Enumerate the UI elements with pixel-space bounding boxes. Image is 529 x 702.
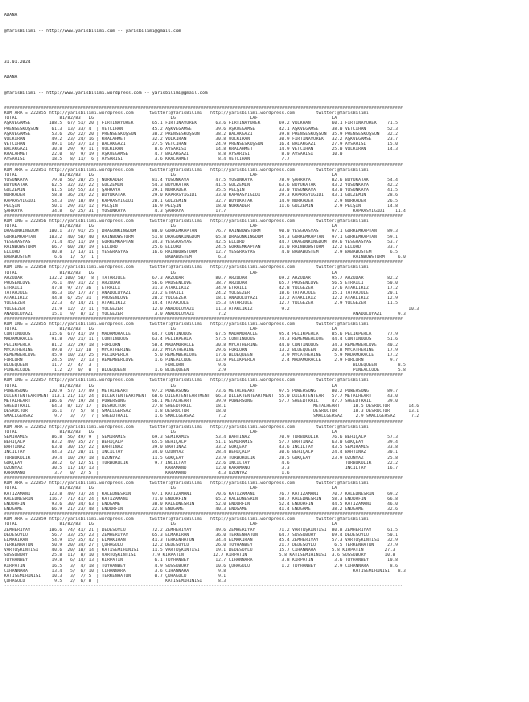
horse-stat-row: MYCATHERINE 49.0 7/ 12/ 10 | MYCATHERINE 33.2 MYCATHERINE 29.6 FORLORN 13.2 BLUEQUEEN 20.8 MYCATHERINE 17.9 <box>4 347 398 353</box>
horse-stat-row: CONTINUOUS 115.6 67/ 41/ 19 | MADAMORACLE 64.7 CONTINUOUS 67.5 MADAMORACLE 95.4 PELİKPERLA 85.6 PELİKPERLA 77.9 <box>4 332 398 338</box>
horse-stat-row: SMALLGERSAZ 9.7 3/ 7/ 7 | SHEEDTRAIL 1.6 SMALLGERSAZ 7.2 SMALLGERSAZ 2.9 SMALLGERSAZ 7.2 <box>4 414 420 420</box>
horse-stat-row: TATARJULE 46.3 16/ 17/ 37 | ANADOLUYAZI 23.2 ETRAILİ 24.2 YOLGEZER 18.6 TATARJULE 15.1 TATARJULE 20.1 <box>4 291 398 297</box>
horse-stat-row: ATAKLIKIZ 44.8 6/ 25/ 31 | PROSENLOVE 20.2 YOLGEZER 18.1 ANADOLUYAZI 13.2 ATAKLIKIZ 12.2 ATAKLIKIZ 12.9 <box>4 296 398 302</box>
horse-stat-row: KAPRASYİĞİDİ 54.3 19/ 18/ 49 | KAPRASYİĞİDİ 28.1 GÜLZEMİN 32.7 BÜYÜKATAK 14.9 NURKADER 2.9 NURKADER 26.5 <box>4 198 398 204</box>
horse-stat-row: DESRUCTOR 16.1 7/ 5/ 8 | SMALLGERSAZ 1.8 DESRUCTOR 18.0 DESRUCTOR 18.3 DESRUCTOR 13.1 <box>4 409 420 415</box>
horse-stat-row: KARAMANO 3.7 0/ 2/ 5 | KARAMANO 4.3 UZUNYAZ 1.6 <box>4 471 290 477</box>
horse-stat-row: NURKADER 58.8 36/ 24/ 22 | BÜYÜKATAK 29.0 KAPRASYİĞİDİ 33.0 KAPRASYİĞİDİ 29.3 KAPRASYİĞİDİ 43.1 GÜLZEMİN 28.6 <box>4 193 398 199</box>
column-header-line: TOTAL 81/82/83 LG LG LAF LA <box>4 270 338 276</box>
horse-stat-row: FORLORN 24.5 19/ 2/ 13 | REMEMBERLOVE 1.6 PINEALCODE 13.9 PELİKPERLA 2.4 MADAMORACLE 2.9 FORLORN 9.7 <box>4 357 398 363</box>
horse-stat-row: ELMAKIRAN 54.9 15/ 35/ 42 | ELMAKIRAN 41.3 TERKENHATUN 34.4 ELMAKIRAN 45.4 ZEMHERİYAY 57.3 VARTOŞKİNTİSİ 32.9 <box>4 537 398 543</box>
horse-stat-row: PINEALCODE 1.2 2/ 0/ 0 | BLUEQUEEN 1.6 BLUEQUEEN 2.9 PINEALCODE 5.8 <box>4 368 406 374</box>
blank-line <box>4 44 529 49</box>
race-header-line: KUM ARA = 222859 http://yarisbilimi.wordpress.com twitter:@YarisBilimi http://yarisbilimi.wordpress.com twitter:@YarisBilimi <box>4 517 369 523</box>
section-separator: -------------------------------------------------------------------------------------------------------------------------------------------------------- <box>4 584 403 590</box>
header-contact: @YarisBilimi -- http://www.yarisbilimi.com -- yarisbilimi@gmail.com <box>4 28 182 34</box>
horse-stat-row: SEMİRAMİS 86.8 56/ 49/ 9 | SEMİRAMİS 69.3 SEMİRAMİS 53.4 BAHTİNAZ 70.9 TURBOKOLİK 76.6 BEHİÇALP 57.3 <box>4 435 398 441</box>
column-header-line: TOTAL 81/82/83 LG LG LAF LA <box>4 486 338 492</box>
horse-stat-row: BÜYÜKATAK 62.5 32/ 32/ 22 | GÜLZEMİN 54.3 BÜYÜKATAK 41.5 GÜLZEMİN 63.6 BÜYÜKATAK 43.2 YOSUNKAYA 42.2 <box>4 183 398 189</box>
horse-stat-row: BEHİÇALP 83.2 49/ 35/ 27 | BEHİÇALP 65.5 BEHİÇALP 51.1 SEMİRAMİS 57.7 BAHTİNAZ 63.0 GÖKÇEAY 39.4 <box>4 440 398 446</box>
section-separator: ######################################################################################################################################################## <box>4 316 403 322</box>
report-body <box>4 106 529 589</box>
horse-stat-row: UZUNYAZ 30.5 11/ 14/ 13 | KARAMANO 12.0 KARAMANO 3.3 İNCİLTAY 16.7 <box>4 465 398 471</box>
horse-stat-row: TOYHANBEY 19.8 6/ 14/ 13 | KIRPATİN 6.1 TOYHANBEY 12.7 CİHANNARA 3.8 KIRPATİN 3.6 TOYHANBEY 10.8 <box>4 558 398 564</box>
horse-stat-row: VARTOŞKİNTİSİ 40.6 20/ 10/ 14 | KATISEMİHİNİSİ 11.5 VARTOŞKİNTİSİ 19.1 DEDESOYLU 15.7 CİHANNARA 5.8 KIRPATİN 27.3 <box>4 548 396 554</box>
horse-stat-row: MADAMORACLE 91.8 70/ 21/ 11 | CONTINUOUS 63.4 PELİKPERLA 57.5 CONTINUOUS 74.3 REMEMBERLOVE 44.4 CONTINUOUS 51.6 <box>4 337 398 343</box>
race-header-line: KUM ING = 222855 http://yarisbilimi.wordpress.com twitter:@YarisBilimi http://yarisbilimi.wordpress.com twitter:@YarisBilimi <box>4 321 369 327</box>
horse-stat-row: DRAGONKINGDOM 100.1 37/ 91/ 25 | DRAGONKINGDOM 80.0 GÖRKEMKAPTAN 76.7 RAINBOWSTORM 90.0 YESGRASYAS 97.1 GÖRKEMKAPTAN 89.3 <box>4 229 398 235</box>
horse-stat-row: KALEDNESRİN 116.7 71/ 41/ 24 | KATIZAMANI 71.0 ENDORFİN 65.2 KALEDNESRİN 58.7 KALEDNESRİN 58.3 ENDORFİN 66.8 <box>4 496 398 502</box>
horse-stat-row: İNCİLTAY 44.3 21/ 20/ 11 | İNCİLTAY 34.0 UZUNYAZ 28.4 BEHİÇALP 30.6 BEHİÇALP 24.4 BAHTİNAZ 30.1 <box>4 450 398 456</box>
horse-stat-row: PELİKPERLA 81.2 32/ 29/ 18 | FORLORN 58.4 MADAMORACLE 30.8 MYCATHERINE 44.0 CONTINUOUS 34.3 REMEMBERLOVE 40.2 <box>4 342 398 348</box>
horse-stat-row: SHEEDTRAIL 64.3 8/ 12/ 17 | DESRUCTOR 27.8 SHEEDTRAIL 18.1 METALHEART 18.5 DESRUCTOR 14.6 <box>4 404 420 410</box>
section-separator: ######################################################################################################################################################## <box>4 106 403 112</box>
horse-stat-row: ÇUHAGÜLÜ 9.5 2/ 6/ 8 | KATISEMİHİNİSİ 8.3 <box>4 578 227 584</box>
horse-stat-row: POWERSONG 120.9 57/ 17/ 49 | METALHEART 97.2 POWERSONG 73.6 METALHEART 97.5 POWERSONG 80.2 POWERSONG 89.7 <box>4 388 398 394</box>
horse-stat-row: AŞKVEGAMSE 53.6 26/ 22/ 20 | PRENSESKOŞSUN 38.2 PRENSESKOŞSUN 38.2 BALAKGAZİ 39.8 PRENSESKOŞSUN 35.9 PRENSESKOŞSUN 32.2 <box>4 131 398 137</box>
section-separator: ######################################################################################################################################################## <box>4 260 403 266</box>
column-header-line: TOTAL 81/82/83 LG LG LAF LA <box>4 116 338 122</box>
column-header-line: TOTAL 81/82/83 LG LG LAF LA <box>4 522 338 528</box>
section-separator: ######################################################################################################################################################## <box>4 476 403 482</box>
horse-stat-row: ŞAHRAYA 34.8 6/ 25/ 31 | YOSUNKAYA 4.3 ŞAHRAYA 17.7 KAPRASYİĞİDİ 11.4 <box>4 208 406 214</box>
horse-stat-row: KRALAHMET 22.0 8/ 9/ 19 | AŞKVEGAMSE 4.7 BALAKGAZİ 8.8 AYSARISI 8.0 AYSARISI 10.0 <box>4 152 343 158</box>
horse-stat-row: GÖKÇEAY 38.2 6/ 12/ 51 | TURBOKOLİK 9.7 İNCİLTAY 22.6 İNCİLTAY 4.6 TURBOKOLİK 22.2 <box>4 460 398 466</box>
column-header-line: TOTAL 81/82/83 LG LG LAF LA <box>4 172 338 178</box>
horse-stat-row: DILEKTENTEARTMENT 113.1 21/ 11/ 24 | DILEKTENTEARTMENT 68.6 DILEKTENTEARTMENT 66.3 DILEKTENTEARTMENT 55.0 DILEKTENTEAR 57.7 METALHEART 43.0 <box>4 393 398 399</box>
horse-stat-row: YOLGEZER 21.9 12/ 2/ 11 | YOLGEZER 12.0 ANADOLUYAZI 11.3 ATAKLIKIZ 9.2 10.3 <box>4 306 420 312</box>
horse-stat-row: PRENSESKOŞSUN 61.3 13/ 33/ 4 | VETCİHAN 45.2 AŞKVEGAMSE 39.6 AŞKVEGAMSE 42.1 AŞKVEGAMSE 38.0 VETCİHAN 52.3 <box>4 126 398 132</box>
column-header-line: TOTAL 81/82/83 LG LG LAF LA <box>4 383 338 389</box>
horse-stat-row: ANADOLUYAZI 15.1 9/ 8/ 12 | YOLGEZER 3.0 ANADOLUYAZI 7.2 ANADOLUYAZI 9.3 <box>4 311 406 317</box>
horse-stat-row: ZEMHERİYAY 106.6 74/ 41/ 21 | DEDESOYLU 72.2 ZEMHERİYAY 49.6 ZEMHERİYAY 71.2 VARTOŞKİNTİSİ 80.8 ZEMHERİYAY 61.5 <box>4 527 398 533</box>
section-separator: ######################################################################################################################################################## <box>4 213 403 219</box>
header-city-2: ADANA <box>4 75 18 81</box>
horse-stat-row: KATIZAMANI 123.8 49/ 73/ 24 | KALEDNESRİN 97.1 KATIZAMANI 70.6 KATIZAMANI 76.7 KATIZAMANI 70.7 KALEDNESRİN 69.2 <box>4 491 398 497</box>
horse-stat-row: TERKENHATUN 50.9 20/ 34/ 27 | ÇUHAGÜLÜ 12.2 DEDESOYLU 26.0 TOYHANBEY 21.7 DEDESOYLU 6.5 TERKENHATUN 27.9 <box>4 542 398 548</box>
column-header-line: TOTAL 81/82/83 LG LG LAF LA <box>4 224 338 230</box>
horse-stat-row: BALAKGAZİ 30.8 29/ 9/ 11 | VOLKIRAN 8.6 AYSARISI 14.8 KRALAHMET 14.9 VETCİHAN 25.0 VOLKIRAN 14.3 <box>4 147 398 153</box>
column-header-line: TOTAL 81/82/83 LG LG LAF LA <box>4 327 338 333</box>
horse-stat-row: KIRPATİN 16.5 3/ 4/ 18 | TOYHANBEY 4.9 SUSSUBURY 10.6 ÇUHAGÜLÜ 1.2 TOYHANBEY 2.9 CİHANNARA 8.6 <box>4 563 398 569</box>
horse-stat-row: BABABÜSTEM 6.6 1/ 5/ 1 | BABABÜSTEM 6.3 RAINBOWSTORM 6.0 <box>4 255 406 261</box>
race-header-line: KUM ARA = 222857 http://yarisbilimi.wordpress.com twitter:@YarisBilimi http://yarisbilimi.wordpress.com twitter:@YarisBilimi <box>4 481 369 487</box>
horse-stat-row: ENDGAME 66.9 21/ 23/ 48 | ENDORFİN 22.8 ENDGAME 40.3 ENDGAME 41.4 ENDGAME 38.2 ENDGAME 32.6 <box>4 507 398 512</box>
section-separator: ######################################################################################################################################################## <box>4 162 403 168</box>
section-separator: ######################################################################################################################################################## <box>4 419 403 425</box>
horse-stat-row: GÖRKEMKAPTAN 103.2 40/ 50/ 40 | RAINBOWSTORM 51.8 DRAGONKINGDOM 65.8 DRAGONKINGDOM 54.3 GÖRKEMKAPTAN 97.1 GÖRKEMKAPTAN 59.1 <box>4 234 398 240</box>
horse-stat-row: DEDESOYLU 56.7 33/ 25/ 23 | ZEMHERİYAY 65.3 ELMAKIRAN 36.0 TERKENHATUN 64.7 SUSSUBURY 69.4 DEDESOYLU 50.1 <box>4 532 398 538</box>
horse-stat-row: ELLORD 40.8 1/ 13/ 11 | YESGRASYAS 16.6 RAINBOWSTORM 12.7 YESGRASYAS 4.0 BABABÜSTEM 2.9 BABABÜSTEM 6.5 <box>4 249 398 255</box>
race-header-line: KUM ARA = 222852 http://yarisbilimi.wordpress.com twitter:@YarisBilimi http://yarisbilimi.wordpress.com twitter:@YarisBilimi <box>4 424 369 430</box>
header-city: ADANA <box>4 13 18 19</box>
horse-stat-row: ARZUDAR 132.2 100/ 50/ 8 | TATARJULE 67.3 ARZUDAR 80.7 ARZUDAR 69.2 ARZUDAR 95.7 ARZUDAR 82.2 <box>4 275 398 281</box>
report-date: 31.01.2024 <box>4 59 31 65</box>
horse-stat-row: GÜLZEMİN 61.5 14/ 55/ 33 | ŞAHRAYA 29.1 NURKADER 35.5 PELŞİN 33.0 YOSUNKAYA 43.0 YOSUNKAYA 41.5 <box>4 188 398 194</box>
section-separator: ######################################################################################################################################################## <box>4 512 403 518</box>
column-header-line: TOTAL 81/82/83 LG LG LAF LA <box>4 429 338 435</box>
horse-stat-row: VETCİHAN 49.1 14/ 37/ 13 | BALAKGAZİ 27.5 VETCİHAN 24.9 PRENSESKOŞSUN 16.4 BALAKGAZİ 27.9 AYSARISI 15.0 <box>4 142 398 148</box>
section-separator: ######################################################################################################################################################## <box>4 373 403 379</box>
race-statistics-document <box>4 3 529 600</box>
horse-stat-row: CİHANNARA 13.4 5/ 6/ 10 | CİHANNARA 3.6 CİHANNARA 9.8 KATISEMİHİNİSİ 8.3 <box>4 568 406 574</box>
horse-stat-row: AYSARISI 18.5 8/ 11/ 6 | AYSARISI 3.6 KRALAHMET 8.4 VETCİHAN 7.7 <box>4 157 290 163</box>
horse-stat-row: TURBOKOLİK 39.4 10/ 29/ 18 | UZUNYAZ 11.5 GÖKÇEAY 23.9 TURBOKOLİK 28.5 GÖKÇEAY 23.9 UZUNYAZ 25.8 <box>4 455 398 461</box>
header-contact-2: @YarisBilimi -- http://www.yarisbilimi.wordpress.com -- yarisbilimi@gmail.com <box>4 90 208 96</box>
horse-stat-row: YESGRASYAS 71.4 45/ 11/ 19 | GÖRKEMKAPTAN 34.3 YESGRASYAS 42.5 ELLORD 44.7 DRAGONKINGDOM 49.6 YESGRASYAS 53.7 <box>4 239 398 245</box>
horse-stat-row: KATISEMİHİNİSİ 10.3 3/ 7/ 5 | TERKENHATUN 0.7 ÇUHAGÜLÜ 9.1 <box>4 573 227 579</box>
horse-stat-row: SUSSUBURY 25.8 11/ 8/ 10 | VARTOŞKİNTİSİ 7.9 KIRPATİN 12.7 KIRPATİN 5.8 KATISEMİHİNİSİ 3.6 SUSSUBURY 10.8 <box>4 553 396 559</box>
race-header-line: KUM ING = 222857 http://yarisbilimi.wordpress.com twitter:@YarisBilimi http://yarisbilimi.wordpress.com twitter:@YarisBilimi <box>4 378 369 384</box>
race-header-line: KUM ARA = 222851 http://yarisbilimi.wordpress.com twitter:@YarisBilimi http://yarisbilimi.wordpress.com twitter:@YarisBilimi <box>4 167 369 173</box>
race-header-line: KUM ING = 222858 http://yarisbilimi.wordpress.com twitter:@YarisBilimi http://yarisbilimi.wordpress.com twitter:@YarisBilimi <box>4 265 369 271</box>
race-header-line: KUM ARA = 222855 http://yarisbilimi.wordpress.com twitter:@YarisBilimi http://yarisbilimi.wordpress.com twitter:@YarisBilimi <box>4 111 369 117</box>
horse-stat-row: ENDORFİN 93.6 30/ 34/ 63 | ENDGAME 38.0 KALEDNESRİN 52.0 ENDORFİN 52.4 ENDORFİN 44.5 KATIZAMANI 46.0 <box>4 501 398 507</box>
horse-stat-row: ETRAILİ 47.8 9/ 27/ 36 | ETRAILİ 31.3 ATAKLIKIZ 34.9 ETRAILİ 42.8 YOLGEZER 17.6 ATAKLIKIZ 17.2 <box>4 285 398 291</box>
horse-stat-row: PROSENLOVE 76.1 49/ 31/ 22 | ARZUDAR 56.6 PROSENLOVE 38.7 ARZUDAR 65.7 PROSENLOVE 56.5 ETRAILİ 50.0 <box>4 280 398 286</box>
horse-stat-row: BLUEQUEEN 11.7 2/ 4/ 3 | FORLORN 9.6 BLUEQUEEN 8.5 <box>4 363 406 369</box>
horse-stat-row: AŞKVEGAMSE 108.5 67/ 51/ 20 | FIRTINAYÜREK 65.1 FIRTINAYÜREK 63.6 FIRTINAYÜREK 69.2 VOLKHAN 60.1 FIRTINAYÜREK 71.5 <box>4 121 398 127</box>
horse-stat-row: PELŞİN 50.1 29/ 31/ 12 | PELŞİN 16.9 PELŞİN 18.0 NURKADER 11.6 GÜLZEMİN 2.9 PELŞİN 14.8 <box>4 203 398 209</box>
horse-stat-row: YOSUNKAYA 79.0 56/ 20/ 25 | NURKADER 81.4 YOSUNKAYA 47.5 YOSUNKAYA 78.9 ŞAHRAYA 82.6 BÜYÜKATAK 54.4 <box>4 178 398 183</box>
horse-stat-row: VOLKIRAN 49.2 23/ 24/ 16 | KRALAHMET 32.2 VOLKIRAN 30.8 VOLKIRAN 30.9 FIRTINAYÜREK 32.2 AŞKVEGAMSE 23.7 <box>4 136 398 142</box>
horse-stat-row: METALHEART 106.6 79/ 19/ 28 | POWERSONG 56.1 METALHEART 39.9 POWERSONG 57.7 SHEEDTRAIL 47.7 SHEEDTRAIL 39.0 <box>4 399 398 405</box>
race-header-line: KUM ING = 222856 http://yarisbilimi.wordpress.com twitter:@YarisBilimi http://yarisbilimi.wordpress.com twitter:@YarisBilimi <box>4 219 369 225</box>
horse-stat-row: RAINBOWSTORM 66.7 60/ 20/ 19 | ELLORD 25.6 ELLORD 24.5 GÖRKEMKAPTAN 31.0 RAINBOWSTORM 12.2 ELLORD 33.7 <box>4 244 398 250</box>
horse-stat-row: REMEMBERLOVE 45.9 10/ 23/ 25 | PELİKPERLA 5.0 REMEMBERLOVE 17.6 BLUEQUEEN 3.9 MYCATHERINE 5.9 MADAMORACLE 17.2 <box>4 352 398 358</box>
horse-stat-row: BAHTİNAZ 63.0 30/ 15/ 22 | BAHTİNAZ 39.0 BAHTİNAZ 33.2 GÖKÇEAY 43.6 İNCİLTAY 43.5 SEMİRAMİS 33.8 <box>4 445 398 451</box>
horse-stat-row: YOLGEZER 22.3 4/ 14/ 21 | ATAKLIKIZ 14.4 TATARJULE 15.3 TATARJULE 12.7 YOLGEZER 2.9 YOLGEZER 11.5 <box>4 301 398 307</box>
